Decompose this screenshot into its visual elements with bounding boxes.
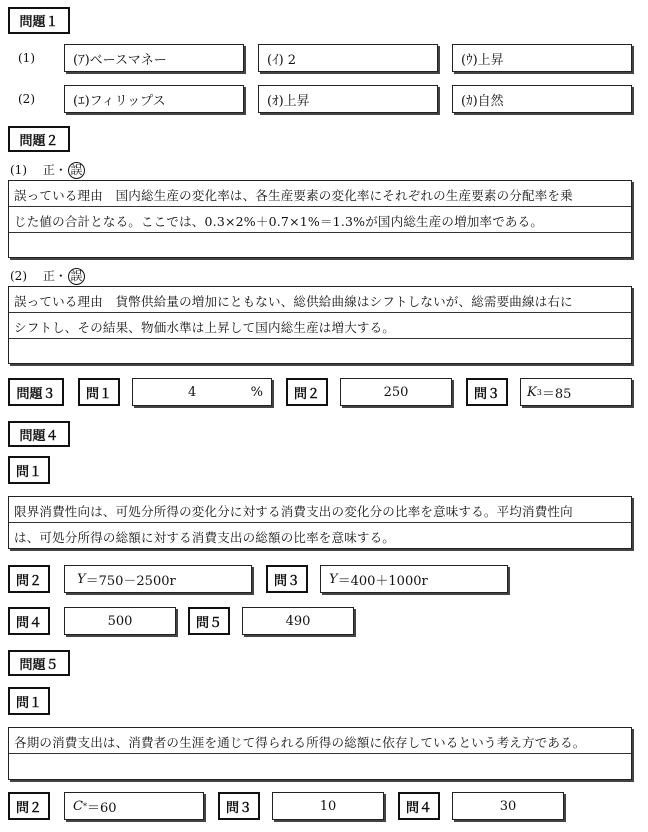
q4-q4-answer: 500 (64, 607, 176, 635)
q2-item2-answer-box (8, 286, 632, 364)
q3-q3-var: K (527, 384, 537, 400)
q5-q2-answer (64, 792, 204, 820)
q2-item2-line1: 誤っている理由 貨幣供給量の増加にともない、総供給曲線はシフトしないが、総需要曲線は右に (14, 294, 573, 309)
q2-item2-wrong-circled: 誤 (68, 268, 85, 285)
q4-q3-var: Y (329, 571, 338, 587)
q3-q1-unit: % (250, 384, 263, 400)
q1-answer-f: (ｶ)自然 (452, 85, 632, 113)
q1-answer-e: (ｵ)上昇 (258, 85, 438, 113)
q2-item1-correct: 正・ (42, 163, 67, 177)
q4-q1-line1: 限界消費性向は、可処分所得の変化分に対する消費支出の変化分の比率を意味する。平均消費性向 (14, 504, 573, 519)
q4-q3-value: ＝400＋1000r (337, 573, 428, 589)
q2-item2-choice (10, 267, 85, 285)
q1-row1-label: (1) (18, 51, 35, 65)
q4-q2-value: ＝750－2500r (85, 573, 176, 589)
q2-item2-correct: 正・ (42, 269, 67, 283)
q4-q1-answer-box (8, 496, 632, 549)
q2-item1-label: (1) (10, 163, 27, 177)
q2-item1-line2: じた値の合計となる。ここでは、0.3×2%＋0.7×1%＝1.3%が国内総生産の増加率である。 (14, 214, 544, 229)
q4-q1-line2: は、可処分所得の総額に対する消費支出の総額の比率を意味する。 (14, 530, 396, 545)
q1-header: 問題１ (8, 7, 70, 34)
q4-q3-label: 問３ (266, 565, 308, 593)
q3-q3-answer (520, 378, 632, 406)
q3-q2-answer: 250 (340, 378, 452, 406)
q3-q1-value: 4 (188, 384, 197, 400)
q1-answer-c: (ｳ)上昇 (452, 44, 632, 72)
q5-q1-label: 問１ (8, 687, 50, 715)
q1-answer-a: (ｱ)ベースマネー (64, 44, 244, 72)
q4-header: 問題４ (8, 421, 70, 447)
q1-answer-d: (ｴ)フィリップス (64, 85, 244, 113)
q3-header: 問題３ (8, 378, 64, 406)
q2-item1-wrong-circled: 誤 (68, 162, 85, 179)
q4-q4-label: 問４ (8, 607, 50, 635)
q5-q4-answer: 30 (452, 792, 564, 820)
q3-q3-sub: 3 (536, 387, 542, 397)
q2-item1-choice (10, 161, 85, 179)
q4-q3-answer (320, 565, 508, 593)
q2-header: 問題２ (8, 126, 70, 152)
q3-q1-label: 問１ (78, 378, 120, 406)
q3-q2-label: 問２ (286, 378, 328, 406)
q2-item1-answer-box (8, 180, 632, 258)
q3-q3-value: ＝85 (541, 386, 572, 402)
q1-answer-b: (ｲ) 2 (258, 44, 438, 72)
q5-q2-var: C (73, 798, 83, 814)
q1-row2-label: (2) (18, 92, 35, 106)
q4-q1-label: 問１ (8, 456, 50, 484)
q5-q2-sup: * (82, 801, 87, 811)
q4-q5-label: 問５ (188, 607, 230, 635)
q4-q2-var: Y (77, 571, 86, 587)
q5-q4-label: 問４ (398, 792, 440, 820)
q5-q1-answer-box (8, 727, 632, 780)
q5-q1-line1: 各期の消費支出は、消費者の生涯を通じて得られる所得の総額に依存しているという考え方である。 (14, 735, 586, 750)
q4-q2-label: 問２ (8, 565, 50, 593)
q3-q1-answer (132, 378, 272, 406)
q2-item2-line2: シフトし、その結果、物価水準は上昇して国内総生産は増大する。 (14, 320, 396, 335)
q3-q3-label: 問３ (466, 378, 508, 406)
q5-header: 問題５ (8, 650, 70, 676)
q4-q2-answer (64, 565, 252, 593)
q4-q5-answer: 490 (242, 607, 354, 635)
q5-q2-label: 問２ (8, 792, 50, 820)
q2-item2-label: (2) (10, 269, 27, 283)
q5-q2-value: ＝60 (86, 800, 117, 816)
q5-q3-answer: 10 (272, 792, 384, 820)
q5-q3-label: 問３ (218, 792, 260, 820)
q2-item1-line1: 誤っている理由 国内総生産の変化率は、各生産要素の変化率にそれぞれの生産要素の分配率を乗 (14, 188, 573, 203)
